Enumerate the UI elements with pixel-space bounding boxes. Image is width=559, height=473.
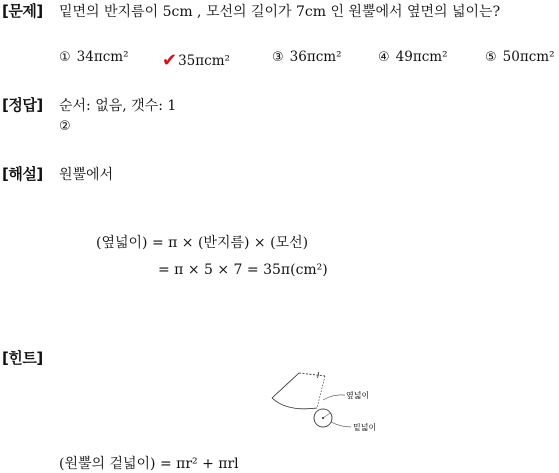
option-4[interactable] [378,49,447,65]
explanation-intro: 원뿔에서 [59,167,114,183]
option-1-number: ① [59,50,71,65]
option-5-number: ⑤ [485,50,497,65]
sector-top-edge [299,373,325,376]
cone-net-diagram [265,366,385,432]
option-4-number: ④ [378,50,390,65]
option-2[interactable] [162,49,230,71]
answer-label: [정답] [2,96,43,114]
option-3[interactable] [272,49,341,65]
base-area-label: 밑넓이 [353,423,377,432]
slant-label: l [317,371,320,380]
hint-label: [힌트] [2,349,43,367]
answer-value: ② [59,119,71,134]
hint-formula: (원뿔의 겉넓이) = πr² + πrl [59,456,239,472]
lateral-leader-line [323,395,345,400]
sector-right-edge [317,376,325,408]
explanation-label: [해설] [2,165,43,183]
cone-net-svg [265,366,385,432]
sector-arc [272,398,317,409]
problem-label: [문제] [2,2,43,20]
base-radius [323,413,330,418]
answer-meta: 순서: 없음, 갯수: 1 [59,98,177,114]
equation-line-2: = π × 5 × 7 = 35π(cm²) [158,262,328,278]
check-mark-icon: ✔ [162,50,178,71]
option-5-text: 50πcm² [502,49,555,65]
option-1-text: 34πcm² [76,49,129,65]
option-4-text: 49πcm² [395,49,448,65]
sector-left-edge [272,373,299,398]
option-3-number: ③ [272,50,284,65]
option-1[interactable] [59,49,128,65]
problem-question: 밑면의 반지름이 5cm , 모선의 길이가 7cm 인 원뿔에서 옆면의 넓이는? [59,4,501,20]
option-2-text: 35πcm² [178,53,230,69]
base-leader-line [331,422,351,427]
equation-line-1: (옆넓이) = π × (반지름) × (모선) [96,235,309,251]
lateral-area-label: 옆넓이 [346,391,370,400]
option-3-text: 36πcm² [289,49,342,65]
option-5[interactable] [485,49,554,65]
